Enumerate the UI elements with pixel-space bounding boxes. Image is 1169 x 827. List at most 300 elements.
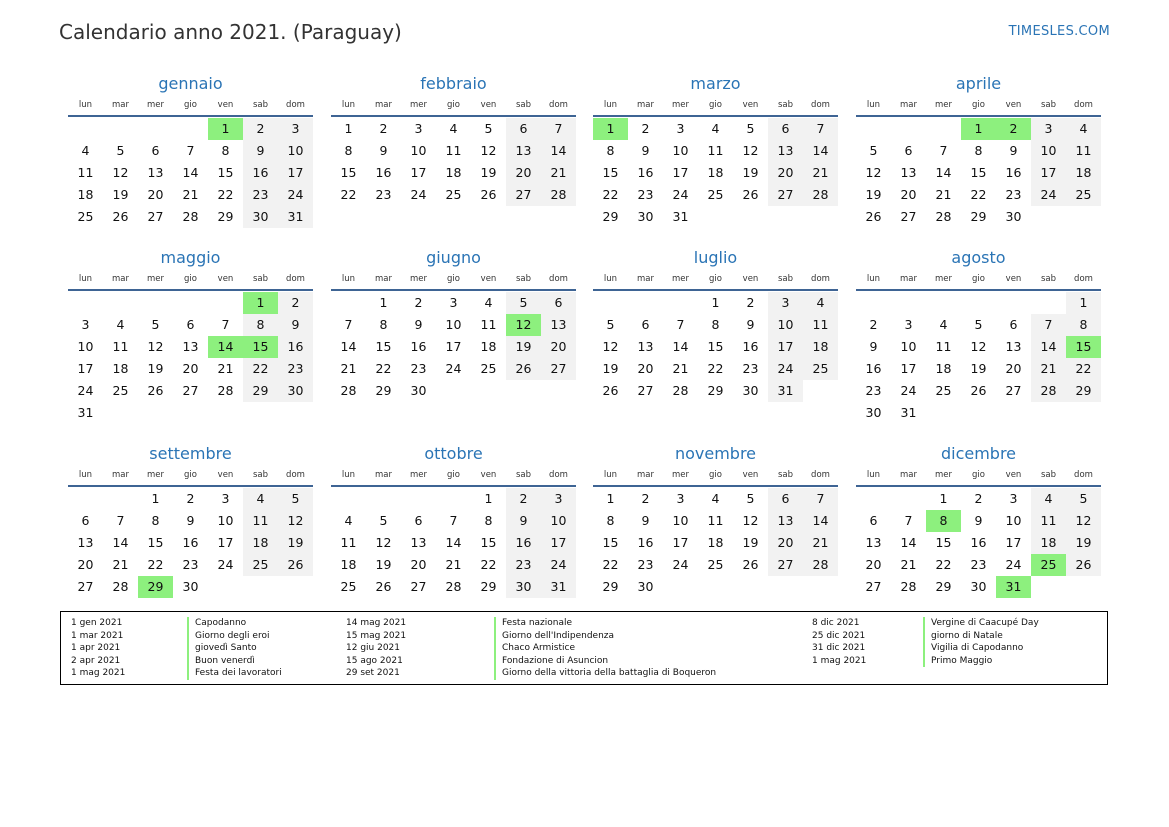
day-cell: 12 (865, 165, 882, 180)
day-cell: 25 (77, 209, 94, 224)
month-novembre (593, 444, 838, 598)
week-row (68, 184, 313, 206)
empty-cell (138, 118, 173, 140)
weekday-label: sab (252, 100, 269, 110)
weekday-label: ven (217, 274, 234, 284)
week-row (856, 532, 1101, 554)
day-cell: 24 (217, 557, 234, 572)
empty-cell (961, 402, 996, 424)
day-cell: 27 (768, 184, 803, 206)
empty-cell (173, 292, 208, 314)
day-cell: 21 (900, 557, 917, 572)
day-cell: 19 (506, 336, 541, 358)
day-cell: 22 (375, 361, 392, 376)
weekday-label: dom (286, 470, 305, 480)
day-cell: 23 (637, 557, 654, 572)
day-cell: 14 (541, 140, 576, 162)
header-divider (856, 115, 1101, 117)
empty-cell (208, 402, 243, 424)
day-cell: 11 (1031, 510, 1066, 532)
weekday-label: dom (811, 274, 830, 284)
day-cell: 16 (970, 535, 987, 550)
weekday-label: lun (866, 470, 881, 480)
holiday-name: Vergine di Caacupé Day (923, 617, 1039, 630)
day-cell: 29 (970, 209, 987, 224)
empty-cell (1031, 576, 1066, 598)
day-cell: 15 (935, 535, 952, 550)
day-cell: 6 (641, 317, 650, 332)
empty-cell (891, 292, 926, 314)
holiday-name: Primo Maggio (923, 655, 1039, 668)
day-cell: 11 (77, 165, 94, 180)
day-cell: 28 (340, 383, 357, 398)
weekday-label: gio (709, 470, 722, 480)
week-row (593, 554, 838, 576)
day-cell: 1 (344, 121, 353, 136)
empty-cell (961, 292, 996, 314)
day-cell: 8 (344, 143, 353, 158)
day-cell: 21 (803, 532, 838, 554)
weekday-label: mer (146, 100, 164, 110)
holiday-legend (60, 611, 1108, 685)
day-cell: 15 (217, 165, 234, 180)
day-cell: 16 (1005, 165, 1022, 180)
day-cell: 9 (379, 143, 388, 158)
week-row (593, 510, 838, 532)
month-title: novembre (674, 444, 757, 463)
day-cell: 13 (1005, 339, 1022, 354)
day-cell: 5 (151, 317, 160, 332)
weekday-header (856, 468, 1101, 482)
day-cell: 31 (77, 405, 94, 420)
day-cell: 14 (803, 510, 838, 532)
week-row (331, 118, 576, 140)
day-cell: 3 (768, 292, 803, 314)
week-row (68, 292, 313, 314)
day-cell: 18 (112, 361, 129, 376)
weekday-label: lun (341, 100, 356, 110)
month-title: settembre (149, 444, 232, 463)
weekday-label: mar (112, 100, 129, 110)
week-row (856, 488, 1101, 510)
day-cell: 10 (278, 140, 313, 162)
day-cell: 6 (414, 513, 423, 528)
holiday-date: 29 set 2021 (346, 668, 400, 678)
holiday-name: Festa nazionale (494, 617, 716, 630)
day-cell: 11 (707, 513, 724, 528)
day-cell: 27 (77, 579, 94, 594)
day-cell: 25 (243, 554, 278, 576)
day-cell: 11 (480, 317, 497, 332)
day-cell: 23 (182, 557, 199, 572)
holiday-name: Capodanno (187, 617, 282, 630)
weekday-label: gio (709, 274, 722, 284)
empty-cell (436, 488, 471, 510)
day-cell: 4 (1031, 488, 1066, 510)
day-cell: 23 (506, 554, 541, 576)
weekday-header (68, 98, 313, 112)
day-cell: 2 (974, 491, 983, 506)
day-cell: 25 (707, 187, 724, 202)
week-row (68, 380, 313, 402)
empty-cell (733, 576, 768, 598)
day-cell: 26 (278, 554, 313, 576)
day-cell: 6 (151, 143, 160, 158)
week-row (856, 162, 1101, 184)
month-title: ottobre (424, 444, 483, 463)
weekday-label: sab (515, 470, 532, 480)
day-cell: 15 (602, 165, 619, 180)
day-cell: 7 (939, 143, 948, 158)
empty-cell (733, 206, 768, 228)
day-cell: 15 (340, 165, 357, 180)
day-cell: 18 (243, 532, 278, 554)
day-cell: 2 (414, 295, 423, 310)
day-cell: 8 (151, 513, 160, 528)
day-cell: 24 (77, 383, 94, 398)
day-cell: 12 (742, 513, 759, 528)
month-title: dicembre (940, 444, 1017, 463)
day-cell: 19 (602, 361, 619, 376)
empty-cell (926, 402, 961, 424)
day-cell: 20 (865, 557, 882, 572)
legend-col1-names (187, 617, 282, 680)
week-row (331, 140, 576, 162)
day-cell: 26 (742, 557, 759, 572)
day-cell: 13 (768, 140, 803, 162)
day-cell: 4 (711, 121, 720, 136)
day-cell: 13 (182, 339, 199, 354)
day-cell: 29 (480, 579, 497, 594)
day-cell: 9 (186, 513, 195, 528)
day-cell: 25 (445, 187, 462, 202)
day-cell: 12 (112, 165, 129, 180)
day-cell: 27 (410, 579, 427, 594)
weekday-header (856, 272, 1101, 286)
day-cell: 8 (243, 314, 278, 336)
day-cell: 2 (379, 121, 388, 136)
holiday-name: Festa dei lavoratori (187, 667, 282, 680)
day-cell: 3 (1009, 491, 1018, 506)
day-cell: 14 (112, 535, 129, 550)
header-divider (856, 485, 1101, 487)
day-cell: 20 (182, 361, 199, 376)
week-row (68, 206, 313, 228)
weekday-header (593, 272, 838, 286)
day-cell: 27 (182, 383, 199, 398)
day-cell: 10 (410, 143, 427, 158)
weekday-label: mer (409, 274, 427, 284)
weekday-label: dom (549, 100, 568, 110)
holiday-date: 2 apr 2021 (71, 655, 121, 666)
day-cell: 5 (484, 121, 493, 136)
holiday-day-cell: 15 (1066, 336, 1101, 358)
day-cell: 7 (904, 513, 913, 528)
week-row (331, 292, 576, 314)
weekday-label: mar (375, 470, 392, 480)
weekday-header (68, 468, 313, 482)
holiday-name: Giorno dell'Indipendenza (494, 630, 716, 643)
empty-cell (803, 380, 838, 402)
day-cell: 26 (742, 187, 759, 202)
day-cell: 18 (445, 165, 462, 180)
day-cell: 26 (1066, 554, 1101, 576)
weekday-label: sab (252, 274, 269, 284)
day-cell: 11 (243, 510, 278, 532)
header-divider (331, 485, 576, 487)
day-cell: 16 (375, 165, 392, 180)
day-cell: 5 (746, 491, 755, 506)
day-cell: 2 (869, 317, 878, 332)
day-cell: 29 (243, 380, 278, 402)
day-cell: 22 (340, 187, 357, 202)
day-cell: 22 (602, 187, 619, 202)
day-cell: 22 (935, 557, 952, 572)
day-cell: 18 (707, 165, 724, 180)
empty-cell (506, 380, 541, 402)
day-cell: 4 (449, 121, 458, 136)
holiday-day-cell: 1 (243, 292, 278, 314)
weekday-label: dom (1074, 274, 1093, 284)
day-cell: 4 (81, 143, 90, 158)
day-cell: 22 (1066, 358, 1101, 380)
day-cell: 20 (506, 162, 541, 184)
day-cell: 9 (869, 339, 878, 354)
day-cell: 25 (707, 557, 724, 572)
day-cell: 1 (711, 295, 720, 310)
day-cell: 4 (484, 295, 493, 310)
day-cell: 10 (445, 317, 462, 332)
empty-cell (1031, 292, 1066, 314)
day-cell: 2 (186, 491, 195, 506)
day-cell: 21 (672, 361, 689, 376)
day-cell: 2 (641, 121, 650, 136)
day-cell: 31 (768, 380, 803, 402)
empty-cell (541, 380, 576, 402)
day-cell: 1 (484, 491, 493, 506)
empty-cell (1066, 206, 1101, 228)
day-cell: 16 (637, 165, 654, 180)
holiday-name: giorno di Natale (923, 630, 1039, 643)
weekday-label: mar (637, 470, 654, 480)
day-cell: 3 (541, 488, 576, 510)
day-cell: 28 (803, 184, 838, 206)
day-cell: 24 (672, 557, 689, 572)
header-divider (856, 289, 1101, 291)
day-cell: 25 (480, 361, 497, 376)
week-row (331, 554, 576, 576)
day-cell: 11 (803, 314, 838, 336)
empty-cell (68, 292, 103, 314)
day-cell: 17 (672, 165, 689, 180)
weekday-label: sab (777, 100, 794, 110)
day-cell: 3 (278, 118, 313, 140)
day-cell: 14 (445, 535, 462, 550)
day-cell: 2 (506, 488, 541, 510)
day-cell: 6 (506, 118, 541, 140)
empty-cell (103, 402, 138, 424)
empty-cell (436, 380, 471, 402)
weekday-label: mar (375, 274, 392, 284)
week-row (856, 206, 1101, 228)
day-cell: 18 (707, 535, 724, 550)
day-cell: 29 (1066, 380, 1101, 402)
day-cell: 11 (935, 339, 952, 354)
weekday-label: mer (409, 470, 427, 480)
day-cell: 14 (672, 339, 689, 354)
legend-col2-dates (346, 617, 406, 680)
weekday-label: mer (934, 274, 952, 284)
day-cell: 30 (742, 383, 759, 398)
day-cell: 11 (707, 143, 724, 158)
empty-cell (243, 402, 278, 424)
day-cell: 27 (637, 383, 654, 398)
holiday-day-cell: 31 (996, 576, 1031, 598)
weekday-label: sab (515, 274, 532, 284)
weekday-label: sab (515, 100, 532, 110)
month-giugno (331, 248, 576, 402)
header-divider (593, 485, 838, 487)
empty-cell (803, 576, 838, 598)
weekday-label: ven (480, 470, 497, 480)
empty-cell (68, 488, 103, 510)
holiday-date: 31 dic 2021 (812, 643, 866, 653)
day-cell: 7 (186, 143, 195, 158)
empty-cell (926, 292, 961, 314)
header-divider (593, 289, 838, 291)
holiday-day-cell: 2 (996, 118, 1031, 140)
week-row (68, 532, 313, 554)
day-cell: 23 (865, 383, 882, 398)
day-cell: 28 (803, 554, 838, 576)
week-row (593, 162, 838, 184)
empty-cell (698, 206, 733, 228)
week-row (856, 314, 1101, 336)
weekday-header (331, 468, 576, 482)
day-cell: 10 (217, 513, 234, 528)
week-row (331, 314, 576, 336)
day-cell: 16 (410, 339, 427, 354)
weekday-label: mer (671, 274, 689, 284)
day-cell: 8 (379, 317, 388, 332)
day-cell: 26 (970, 383, 987, 398)
weekday-label: mar (375, 100, 392, 110)
day-cell: 30 (865, 405, 882, 420)
day-cell: 13 (865, 535, 882, 550)
empty-cell (401, 488, 436, 510)
day-cell: 5 (606, 317, 615, 332)
day-cell: 22 (970, 187, 987, 202)
week-row (331, 532, 576, 554)
empty-cell (173, 118, 208, 140)
day-cell: 20 (637, 361, 654, 376)
day-cell: 5 (116, 143, 125, 158)
day-cell: 16 (243, 162, 278, 184)
day-cell: 4 (243, 488, 278, 510)
week-row (593, 336, 838, 358)
day-cell: 18 (1066, 162, 1101, 184)
weekday-label: dom (549, 470, 568, 480)
day-cell: 8 (484, 513, 493, 528)
day-cell: 12 (480, 143, 497, 158)
week-row (856, 554, 1101, 576)
day-cell: 6 (869, 513, 878, 528)
day-cell: 19 (1066, 532, 1101, 554)
day-cell: 23 (1005, 187, 1022, 202)
day-cell: 20 (147, 187, 164, 202)
day-cell: 27 (541, 358, 576, 380)
weekday-label: gio (184, 274, 197, 284)
week-row (593, 358, 838, 380)
day-cell: 19 (742, 535, 759, 550)
week-row (856, 336, 1101, 358)
day-cell: 9 (746, 317, 755, 332)
weekday-header (331, 98, 576, 112)
day-cell: 19 (147, 361, 164, 376)
day-cell: 17 (900, 361, 917, 376)
day-cell: 12 (742, 143, 759, 158)
legend-col3-dates (812, 617, 866, 667)
weekday-label: dom (286, 100, 305, 110)
weekday-label: lun (341, 274, 356, 284)
month-aprile (856, 74, 1101, 228)
header-divider (331, 115, 576, 117)
day-cell: 13 (637, 339, 654, 354)
holiday-name: Fondazione di Asuncion (494, 655, 716, 668)
week-row (593, 488, 838, 510)
weekday-label: gio (447, 274, 460, 284)
holiday-day-cell: 14 (208, 336, 243, 358)
weekday-label: dom (286, 274, 305, 284)
day-cell: 20 (410, 557, 427, 572)
empty-cell (208, 576, 243, 598)
brand-logo-text[interactable]: TIMESLES.COM (1008, 24, 1110, 39)
day-cell: 18 (1031, 532, 1066, 554)
day-cell: 29 (375, 383, 392, 398)
day-cell: 21 (445, 557, 462, 572)
weekday-label: dom (811, 100, 830, 110)
week-row (68, 118, 313, 140)
header-divider (68, 289, 313, 291)
day-cell: 10 (672, 143, 689, 158)
week-row (331, 162, 576, 184)
day-cell: 7 (116, 513, 125, 528)
empty-cell (1031, 206, 1066, 228)
month-title: gennaio (158, 74, 223, 93)
day-cell: 26 (147, 383, 164, 398)
day-cell: 7 (676, 317, 685, 332)
day-cell: 1 (606, 491, 615, 506)
weekday-label: dom (549, 274, 568, 284)
day-cell: 1 (1066, 292, 1101, 314)
day-cell: 30 (1005, 209, 1022, 224)
empty-cell (173, 402, 208, 424)
day-cell: 9 (974, 513, 983, 528)
day-cell: 1 (151, 491, 160, 506)
day-cell: 7 (803, 488, 838, 510)
day-cell: 8 (606, 143, 615, 158)
holiday-name: Giorno della vittoria della battaglia di Boqueron (494, 667, 716, 680)
holiday-day-cell: 1 (961, 118, 996, 140)
weekday-label: ven (217, 100, 234, 110)
day-cell: 31 (541, 576, 576, 598)
holiday-date: 1 mag 2021 (71, 668, 126, 678)
empty-cell (366, 488, 401, 510)
day-cell: 23 (243, 184, 278, 206)
day-cell: 18 (340, 557, 357, 572)
weekday-label: gio (972, 100, 985, 110)
weekday-label: mer (146, 470, 164, 480)
